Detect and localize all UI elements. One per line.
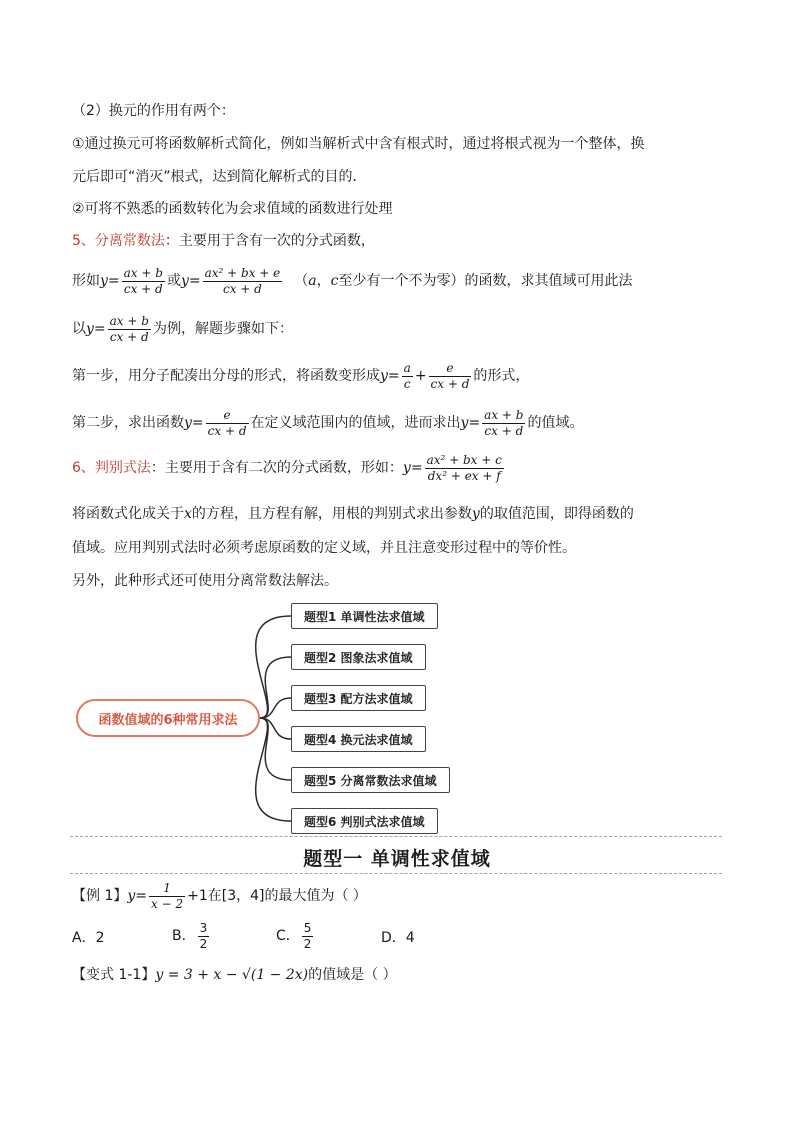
fraction-denominator: c <box>403 376 411 391</box>
fraction-numerator: ax + b <box>109 313 149 328</box>
divider-bottom <box>70 873 722 874</box>
math-eq: = <box>93 321 106 337</box>
math-x: x <box>184 506 192 522</box>
math-y: y <box>184 415 192 431</box>
fraction-denominator: cx + d <box>430 376 470 391</box>
text-line-2: ①通过换元可将函数解析式简化，例如当解析式中含有根式时，通过将根式视为一个整体，换 <box>72 136 645 152</box>
connector-3 <box>260 698 291 718</box>
mindmap-root: 函数值域的6种常用求法 <box>76 699 260 737</box>
option-key: C． <box>276 928 300 944</box>
fraction-denominator: cx + d <box>109 329 149 344</box>
text-fragment: 的值域。 <box>527 415 584 431</box>
method-5-title: 5、分离常数法 <box>72 233 165 249</box>
math-y: y <box>127 888 136 904</box>
fraction-numerator: e <box>206 408 249 424</box>
fraction <box>149 881 185 912</box>
math-y: y <box>86 321 94 337</box>
fraction-numerator: 3 <box>199 920 208 935</box>
variant-label: 【变式 1-1】 <box>72 967 156 983</box>
text-fragment: 将函数式化成关于 <box>72 506 184 522</box>
text-fragment: 的方程，且方程有解，用根的判别式求出参数 <box>191 506 472 522</box>
option-c[interactable] <box>276 918 315 954</box>
text-fragment: （ <box>294 273 309 289</box>
connector-5 <box>260 718 291 780</box>
fraction-numerator: 1 <box>149 881 185 897</box>
math-eq: = <box>468 415 481 431</box>
example-tail: +1在[3，4]的最大值为（ ） <box>187 888 367 904</box>
fraction-denominator: cx + d <box>123 281 163 296</box>
option-d[interactable] <box>381 927 415 947</box>
variant-expression: y = 3 + x − √(1 − 2x) <box>155 967 309 983</box>
math-a: a <box>308 273 317 289</box>
example-1-question <box>72 878 367 914</box>
text-fragment: 或 <box>166 273 181 289</box>
option-b[interactable] <box>172 918 211 954</box>
section-heading: 题型一 单调性求值域 <box>303 848 491 870</box>
fraction-numerator: ax² + bx + e <box>204 265 281 280</box>
connector-6 <box>256 718 291 821</box>
math-eq: = <box>135 888 148 904</box>
text-fragment: ， <box>316 273 331 289</box>
variant-tail: 的值域是（ ） <box>308 967 397 983</box>
text-fragment: 的形式， <box>473 368 530 384</box>
text-fragment: 在定义域范围内的值域，进而求出 <box>250 415 461 431</box>
text-fragment: 为例，解题步骤如下： <box>152 321 293 337</box>
example-label: 【例 1】 <box>72 888 128 904</box>
mindmap-item-1: 题型1 单调性法求值域 <box>291 603 438 629</box>
variant-1-1-question <box>72 965 397 985</box>
option-key: A． <box>72 930 96 946</box>
text-line-3: 元后即可“消灭”根式，达到简化解析式的目的． <box>72 169 367 185</box>
text-line-4: ②可将不熟悉的函数转化为会求值域的函数进行处理 <box>72 201 393 217</box>
math-plus: + <box>414 368 427 384</box>
fraction-denominator: cx + d <box>223 281 262 296</box>
mindmap-item-4: 题型4 换元法求值域 <box>291 726 426 752</box>
text-fragment: 第一步，用分子配凑出分母的形式，将函数变形成 <box>72 368 380 384</box>
text-fragment: 第二步，求出函数 <box>72 415 184 431</box>
text-line-12: 值域。应用判别式法时必须考虑原函数的定义域，并且注意变形过程中的等价性。 <box>72 540 576 556</box>
fraction <box>198 921 210 952</box>
math-y: y <box>380 368 388 384</box>
math-eq: = <box>387 368 400 384</box>
fraction-numerator: ax² + bx + c <box>426 452 502 467</box>
math-y: y <box>471 506 480 522</box>
option-value: 4 <box>405 930 415 946</box>
fraction-denominator: cx + d <box>484 423 524 438</box>
mindmap-item-6: 题型6 判别式法求值域 <box>291 808 438 834</box>
mindmap-item-5: 题型5 分离常数法求值域 <box>291 767 450 793</box>
fraction <box>302 921 314 952</box>
fraction-numerator: ax + b <box>123 265 163 280</box>
text-fragment: 至少有一个不为零）的函数，求其值域可用此法 <box>338 273 633 289</box>
math-y: y <box>460 415 469 431</box>
text-fragment: 以 <box>72 321 86 337</box>
fraction-denominator: 2 <box>303 936 312 951</box>
fraction-denominator: cx + d <box>207 423 247 438</box>
option-value: 2 <box>95 930 105 946</box>
fraction-denominator: x − 2 <box>151 896 184 911</box>
fraction-numerator: ax + b <box>484 407 524 422</box>
math-y: y <box>180 273 189 289</box>
fraction-numerator: 5 <box>303 920 312 935</box>
method-6-title: 6、判别式法 <box>72 460 151 476</box>
option-key: B． <box>172 928 196 944</box>
method-6-desc: ：主要用于含有二次的分式函数，形如： <box>150 460 403 476</box>
fraction-numerator: a <box>403 360 411 375</box>
option-a[interactable] <box>72 927 105 947</box>
text-line-13: 另外，此种形式还可使用分离常数法解法。 <box>72 573 338 589</box>
divider-top <box>70 836 722 837</box>
connector-4 <box>260 718 291 739</box>
math-eq: = <box>188 273 201 289</box>
option-key: D． <box>381 930 406 946</box>
math-y: y <box>100 273 108 289</box>
connector-1 <box>256 616 291 718</box>
text-fragment: 的取值范围，即得函数的 <box>479 506 634 522</box>
math-c: c <box>330 273 339 289</box>
text-fragment: 形如 <box>72 273 100 289</box>
math-eq: = <box>191 415 204 431</box>
math-eq: = <box>410 460 423 476</box>
fraction-numerator: e <box>429 361 472 377</box>
mindmap-item-2: 题型2 图象法求值域 <box>291 644 426 670</box>
fraction-denominator: dx² + ex + f <box>427 468 501 483</box>
fraction-denominator: 2 <box>199 936 208 951</box>
math-eq: = <box>107 273 120 289</box>
text-line-1: （2）换元的作用有两个： <box>72 103 235 119</box>
math-y: y <box>402 460 411 476</box>
method-5-desc: ：主要用于含有一次的分式函数， <box>164 233 375 249</box>
connector-2 <box>260 657 291 718</box>
mindmap-item-3: 题型3 配方法求值域 <box>291 685 426 711</box>
